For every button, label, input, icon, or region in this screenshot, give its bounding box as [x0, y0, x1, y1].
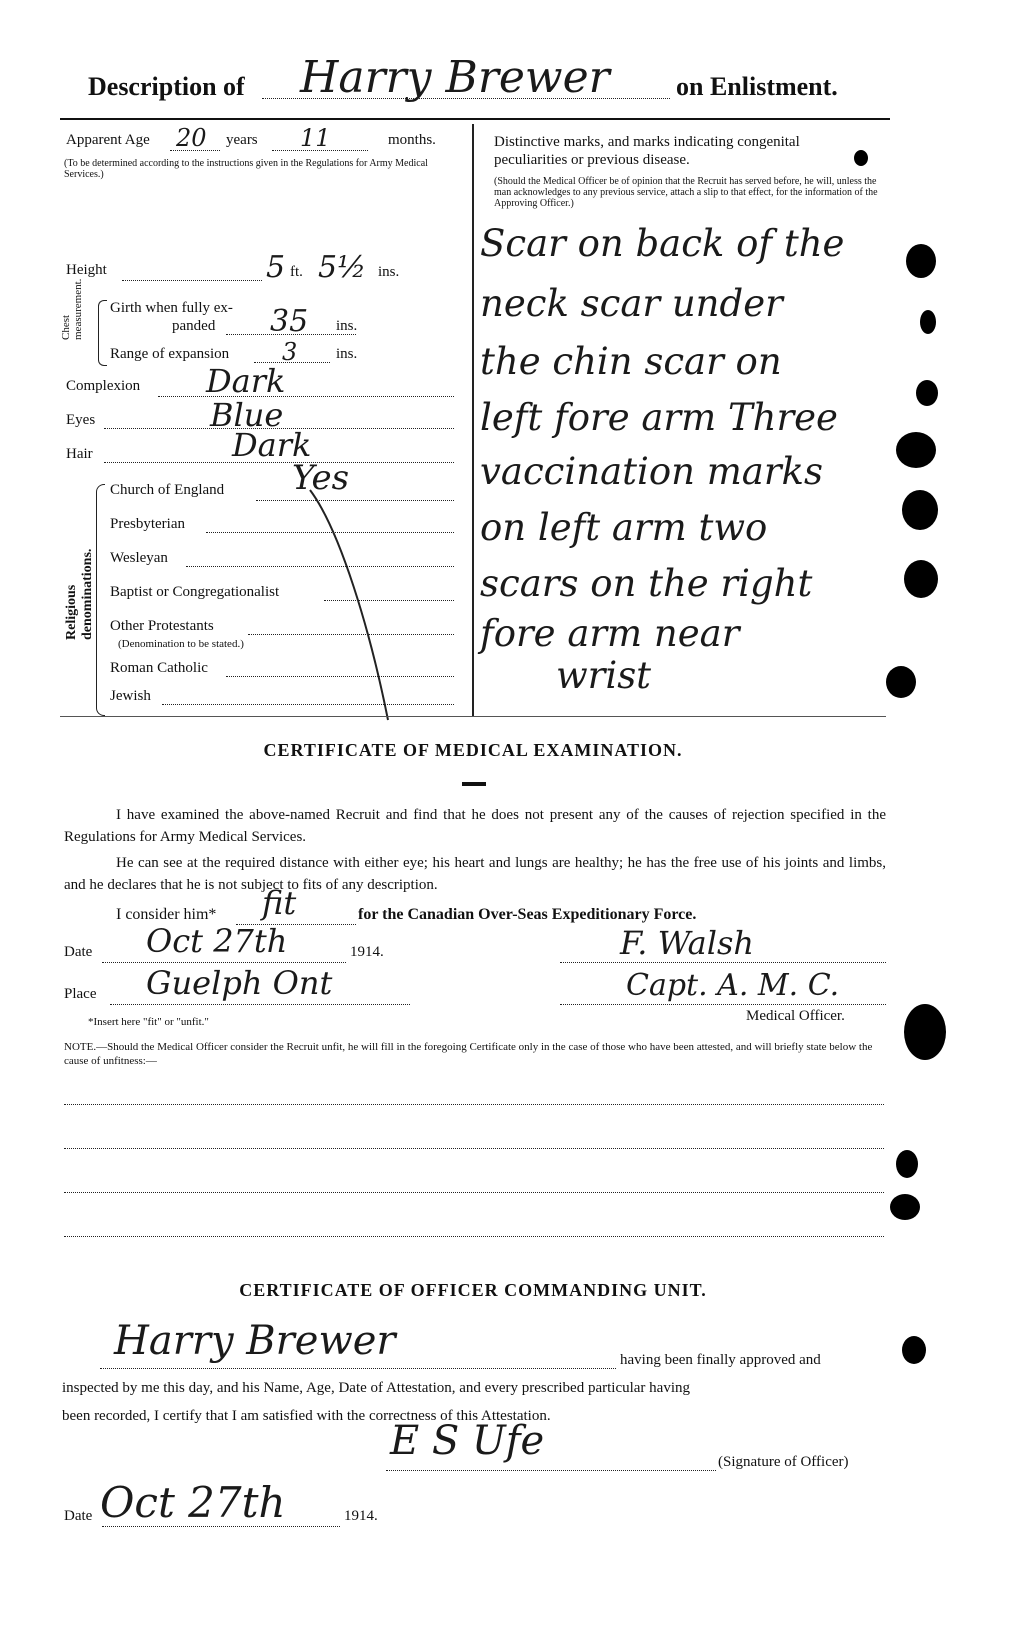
- unfit-line-4: [64, 1236, 884, 1237]
- religion-wesleyan: Wesleyan: [110, 550, 168, 566]
- header-prefix: Description of: [88, 72, 245, 101]
- marks-line-4: left fore arm Three: [480, 396, 838, 439]
- consider-suffix: for the Canadian Over-Seas Expeditionary Force.: [358, 906, 697, 923]
- height-feet: 5: [266, 250, 286, 285]
- place-label: Place: [64, 986, 97, 1002]
- religion-group-label: Religious denominations.: [64, 548, 95, 640]
- height-inches: 5½: [318, 250, 367, 285]
- chest-group-label: Chest measurement.: [60, 278, 84, 340]
- punch-hole: [920, 310, 936, 334]
- religion-other-protestants: Other Protestants: [110, 618, 214, 634]
- eyes-label: Eyes: [66, 412, 96, 428]
- place-value: Guelph Ont: [146, 964, 333, 1002]
- marks-heading-2: peculiarities or previous disease.: [494, 152, 690, 168]
- hair-value: Dark: [232, 426, 312, 464]
- marks-line-6: on left arm two: [480, 506, 768, 549]
- punch-hole: [904, 560, 938, 598]
- punch-hole: [906, 244, 936, 278]
- commanding-title: CERTIFICATE OF OFFICER COMMANDING UNIT.: [239, 1280, 707, 1300]
- medical-rank: Capt. A. M. C.: [626, 968, 840, 1003]
- punch-hole: [902, 490, 938, 530]
- complexion-label: Complexion: [66, 378, 141, 394]
- marks-line-3: the chin scar on: [480, 340, 782, 383]
- medical-officer-label: Medical Officer.: [746, 1008, 845, 1024]
- months-label: months.: [388, 132, 436, 148]
- medical-title-rule: [462, 782, 486, 786]
- marks-line-2: neck scar under: [480, 282, 783, 325]
- age-years: 20: [176, 124, 207, 152]
- complexion-value: Dark: [206, 362, 286, 400]
- hair-label: Hair: [66, 446, 93, 462]
- consider-value: fit: [262, 884, 297, 922]
- medical-signature: F. Walsh: [620, 924, 755, 962]
- punch-hole: [854, 150, 868, 166]
- medical-para-1: I have examined the above-named Recruit and find that he does not present any of the causes of rejection specified in the Regulations for Army Medical Services.: [64, 807, 886, 845]
- religion-church-of-england: Church of England: [110, 482, 225, 498]
- punch-hole: [902, 1336, 926, 1364]
- column-divider: [472, 124, 474, 716]
- medical-date-value: Oct 27th: [146, 922, 288, 960]
- girth-label-2: panded: [172, 318, 216, 334]
- eyes-value: Blue: [210, 396, 284, 434]
- age-months: 11: [300, 124, 331, 152]
- signature-of-officer-label: (Signature of Officer): [718, 1454, 849, 1470]
- religion-baptist: Baptist or Congregationalist: [110, 584, 280, 600]
- girth-value: 35: [270, 304, 309, 339]
- medical-year: 1914.: [350, 944, 384, 960]
- commanding-date-value: Oct 27th: [100, 1478, 286, 1527]
- punch-hole: [904, 1004, 946, 1060]
- recruit-name: Harry Brewer: [300, 52, 610, 103]
- unfit-line-2: [64, 1148, 884, 1149]
- age-note: (To be determined according to the instructions given in the Regulations for Army Medical Services.): [64, 158, 428, 180]
- religion-bracket: [96, 484, 105, 716]
- feet-label: ft.: [290, 264, 303, 280]
- religion-presbyterian: Presbyterian: [110, 516, 185, 532]
- commanding-signature: E S Ufe: [390, 1418, 545, 1464]
- marks-line-1: Scar on back of the: [480, 222, 845, 265]
- section-divider: [60, 716, 886, 717]
- height-label: Height: [66, 262, 107, 278]
- marks-line-7: scars on the right: [480, 562, 813, 605]
- years-label: years: [226, 132, 258, 148]
- consider-label: I consider him*: [116, 906, 217, 923]
- unfit-line-3: [64, 1192, 884, 1193]
- header-divider: [60, 118, 890, 120]
- marks-line-8: fore arm near: [480, 612, 740, 655]
- punch-hole: [916, 380, 938, 406]
- insert-note: *Insert here "fit" or "unfit.": [88, 1016, 209, 1028]
- medical-date-label: Date: [64, 944, 93, 960]
- commanding-line-2: inspected by me this day, and his Name, Age, Date of Attestation, and every prescribed particular having: [62, 1380, 691, 1396]
- commanding-line-1: having been finally approved and: [620, 1352, 821, 1368]
- marks-line-5: vaccination marks: [480, 450, 823, 493]
- punch-hole: [896, 432, 936, 468]
- other-protestants-note: (Denomination to be stated.): [118, 638, 244, 650]
- punch-hole: [896, 1150, 918, 1178]
- marks-line-9: wrist: [556, 654, 652, 697]
- medical-title: CERTIFICATE OF MEDICAL EXAMINATION.: [263, 740, 683, 760]
- religion-jewish: Jewish: [110, 688, 151, 704]
- range-label: Range of expansion: [110, 346, 230, 362]
- commanding-name: Harry Brewer: [114, 1318, 396, 1364]
- inches-label: ins.: [378, 264, 400, 280]
- range-value: 3: [282, 338, 298, 366]
- marks-note: (Should the Medical Officer be of opinion that the Recruit has served before, he will, unless the man acknowledges to any previous service, attach a slip to that effect, for the information of the Approving Officer.): [494, 176, 878, 209]
- medical-para-2: He can see at the required distance with either eye; his heart and lungs are healthy; he has the free use of his joints and limbs, and he declares that he is not subject to fits of any description.: [64, 855, 886, 893]
- unfit-note: NOTE.—Should the Medical Officer consider the Recruit unfit, he will fill in the foregoing Certificate only in the case of those who have been attested, and will briefly state below the cause of unfitness:—: [64, 1041, 873, 1067]
- punch-hole: [890, 1194, 920, 1220]
- chest-bracket: [98, 300, 107, 366]
- girth-label-1: Girth when fully ex-: [110, 300, 233, 316]
- commanding-line-3: been recorded, I certify that I am satisfied with the correctness of this Attestation.: [62, 1408, 551, 1424]
- church-value: Yes: [292, 458, 350, 498]
- range-ins: ins.: [336, 346, 358, 362]
- punch-hole: [886, 666, 916, 698]
- religion-roman-catholic: Roman Catholic: [110, 660, 208, 676]
- header-suffix: on Enlistment.: [676, 72, 838, 101]
- unfit-line-1: [64, 1104, 884, 1105]
- marks-heading-1: Distinctive marks, and marks indicating congenital: [494, 134, 800, 150]
- cancel-stroke: [300, 470, 400, 730]
- age-label: Apparent Age: [66, 132, 150, 148]
- commanding-date-label: Date: [64, 1508, 93, 1524]
- commanding-year: 1914.: [344, 1508, 378, 1524]
- girth-ins: ins.: [336, 318, 358, 334]
